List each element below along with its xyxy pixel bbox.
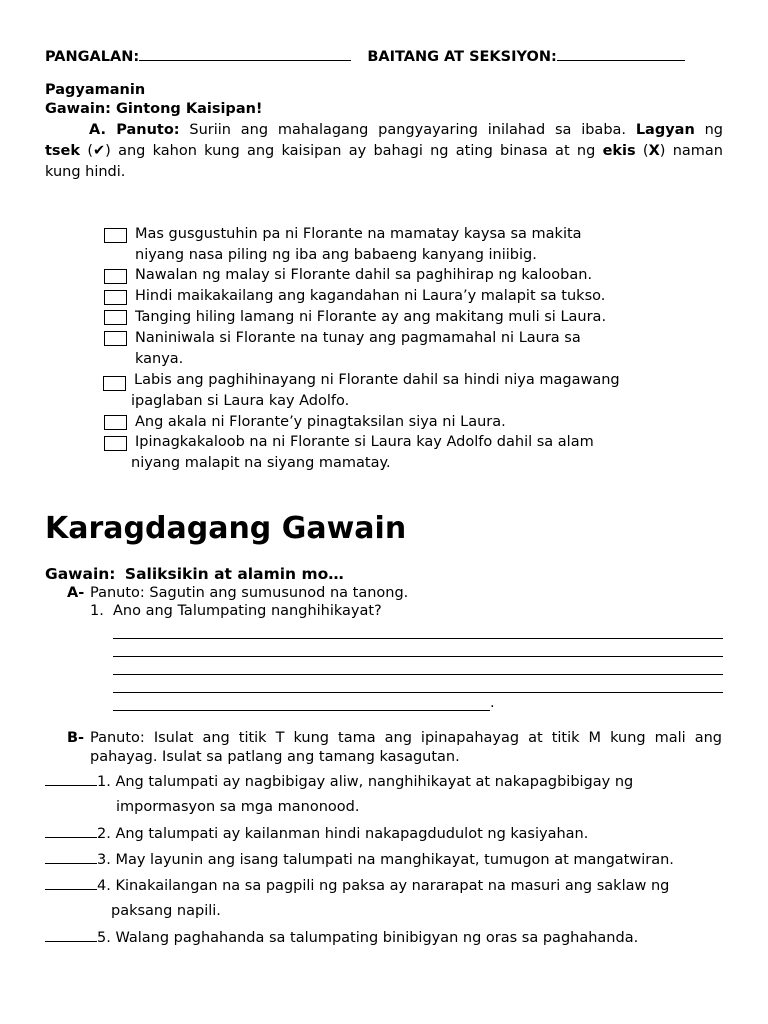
statement-text: Kinakailangan na sa pagpili ng paksa ay nararapat na masuri ang saklaw ng bbox=[115, 878, 670, 894]
answer-line-1[interactable] bbox=[113, 638, 723, 639]
part-b-label: B- bbox=[67, 730, 85, 746]
activity-title: Gawain: Gintong Kaisipan! bbox=[45, 101, 263, 117]
statement-text: May layunin ang isang talumpati na manghikayat, tumugon at mangatwiran. bbox=[115, 852, 674, 868]
section-heading: Karagdagang Gawain bbox=[45, 511, 407, 546]
statement-5 bbox=[45, 929, 638, 946]
check-mark-icon: ✔ bbox=[92, 143, 106, 159]
statement-number: 3. bbox=[97, 852, 111, 868]
statement-2 bbox=[45, 825, 588, 842]
checkbox-8[interactable] bbox=[104, 436, 127, 451]
statement-text: Ang talumpati ay kailanman hindi nakapagdudulot ng kasiyahan. bbox=[115, 826, 589, 842]
statement-number: 4. bbox=[97, 878, 111, 894]
instruction-bold: tsek bbox=[45, 143, 81, 159]
instruction-line-1 bbox=[45, 120, 723, 141]
statement-4 bbox=[45, 877, 669, 894]
checklist-item-5-cont: kanya. bbox=[135, 351, 184, 367]
instruction-text: ( bbox=[80, 143, 93, 159]
part-a-instruction: Panuto: Sagutin ang sumusunod na tanong. bbox=[90, 585, 409, 601]
checkbox-7[interactable] bbox=[104, 415, 127, 430]
part-b-instruction-1: Panuto: Isulat ang titik T kung tama ang ipinapahayag at titik M kung mali ang bbox=[90, 730, 722, 746]
question-1-text: Ano ang Talumpating nanghihikayat? bbox=[113, 603, 382, 619]
answer-line-2[interactable] bbox=[113, 656, 723, 657]
activity-2-text: Saliksikin at alamin mo… bbox=[124, 565, 344, 583]
activity-2-label: Gawain: bbox=[45, 565, 116, 583]
instruction-text: ) ang kahon kung ang kaisipan ay bahagi ng ating binasa at ng bbox=[105, 143, 603, 159]
name-blank[interactable] bbox=[139, 46, 351, 61]
statement-3 bbox=[45, 851, 674, 868]
statement-number: 5. bbox=[97, 930, 111, 946]
statement-1 bbox=[45, 773, 633, 790]
part-a-label: A- bbox=[67, 585, 85, 601]
instruction-line-3: kung hindi. bbox=[45, 164, 126, 180]
answer-blank-2[interactable] bbox=[45, 825, 97, 838]
answer-end-period: . bbox=[490, 695, 495, 711]
checkbox-5[interactable] bbox=[104, 331, 127, 346]
statement-4-cont: paksang napili. bbox=[111, 903, 221, 919]
section-title: Pagyamanin bbox=[45, 82, 146, 98]
answer-blank-3[interactable] bbox=[45, 851, 97, 864]
statement-text: Ang talumpati ay nagbibigay aliw, nanghihikayat at nakapagbibigay ng bbox=[115, 774, 634, 790]
statement-1-cont: impormasyon sa mga manonood. bbox=[116, 799, 360, 815]
statement-number: 2. bbox=[97, 826, 111, 842]
checklist-item-7: Ang akala ni Florante’y pinagtaksilan siya ni Laura. bbox=[135, 414, 506, 430]
checklist-item-6: Labis ang paghihinayang ni Florante dahil sa hindi niya magawang bbox=[134, 372, 620, 388]
checkbox-4[interactable] bbox=[104, 310, 127, 325]
checklist-item-3: Hindi maikakailang ang kagandahan ni Laura’y malapit sa tukso. bbox=[135, 288, 606, 304]
answer-line-3[interactable] bbox=[113, 674, 723, 675]
checklist-item-8: Ipinagkakaloob na ni Florante si Laura kay Adolfo dahil sa alam bbox=[135, 434, 594, 450]
checkbox-3[interactable] bbox=[104, 290, 127, 305]
checklist-item-8-cont: niyang malapit na siyang mamatay. bbox=[131, 455, 391, 471]
instruction-bold: Lagyan bbox=[635, 122, 695, 138]
answer-line-5[interactable] bbox=[113, 710, 490, 711]
instruction-line-2 bbox=[45, 141, 723, 162]
checkbox-6[interactable] bbox=[103, 376, 126, 391]
instruction-bold: ekis bbox=[602, 143, 636, 159]
statement-number: 1. bbox=[97, 774, 111, 790]
checklist-item-5: Naniniwala si Florante na tunay ang pagmamahal ni Laura sa bbox=[135, 330, 581, 346]
instruction-text: ( bbox=[635, 143, 649, 159]
checklist-item-6-cont: ipaglaban si Laura kay Adolfo. bbox=[131, 393, 350, 409]
part-b-instruction-2: pahayag. Isulat sa patlang ang tamang kasagutan. bbox=[90, 749, 460, 765]
answer-blank-5[interactable] bbox=[45, 929, 97, 942]
answer-blank-4[interactable] bbox=[45, 877, 97, 890]
question-1-number: 1. bbox=[90, 603, 104, 619]
grade-section-blank[interactable] bbox=[557, 46, 685, 61]
checkbox-1[interactable] bbox=[104, 228, 127, 243]
checklist-item-1: Mas gusgustuhin pa ni Florante na mamatay kaysa sa makita bbox=[135, 226, 582, 242]
answer-blank-1[interactable] bbox=[45, 773, 97, 786]
answer-line-4[interactable] bbox=[113, 692, 723, 693]
instruction-label: A. Panuto: bbox=[89, 122, 180, 138]
grade-section-label: BAITANG AT SEKSIYON: bbox=[367, 49, 557, 65]
instruction-text: ng bbox=[694, 122, 723, 138]
checklist-item-1-cont: niyang nasa piling ng iba ang babaeng kanyang iniibig. bbox=[135, 247, 537, 263]
checklist-item-2: Nawalan ng malay si Florante dahil sa paghihirap ng kalooban. bbox=[135, 267, 593, 283]
checkbox-2[interactable] bbox=[104, 269, 127, 284]
header-row bbox=[45, 46, 685, 65]
name-label: PANGALAN: bbox=[45, 49, 140, 65]
checklist-item-4: Tanging hiling lamang ni Florante ay ang makitang muli si Laura. bbox=[135, 309, 607, 325]
x-mark-icon: X bbox=[648, 143, 660, 159]
instruction-text: ) naman bbox=[659, 143, 723, 159]
instruction-text: Suriin ang mahalagang pangyayaring inilahad sa ibaba. bbox=[179, 122, 636, 138]
statement-text: Walang paghahanda sa talumpating binibigyan ng oras sa paghahanda. bbox=[115, 930, 639, 946]
activity-2-title bbox=[45, 565, 344, 583]
